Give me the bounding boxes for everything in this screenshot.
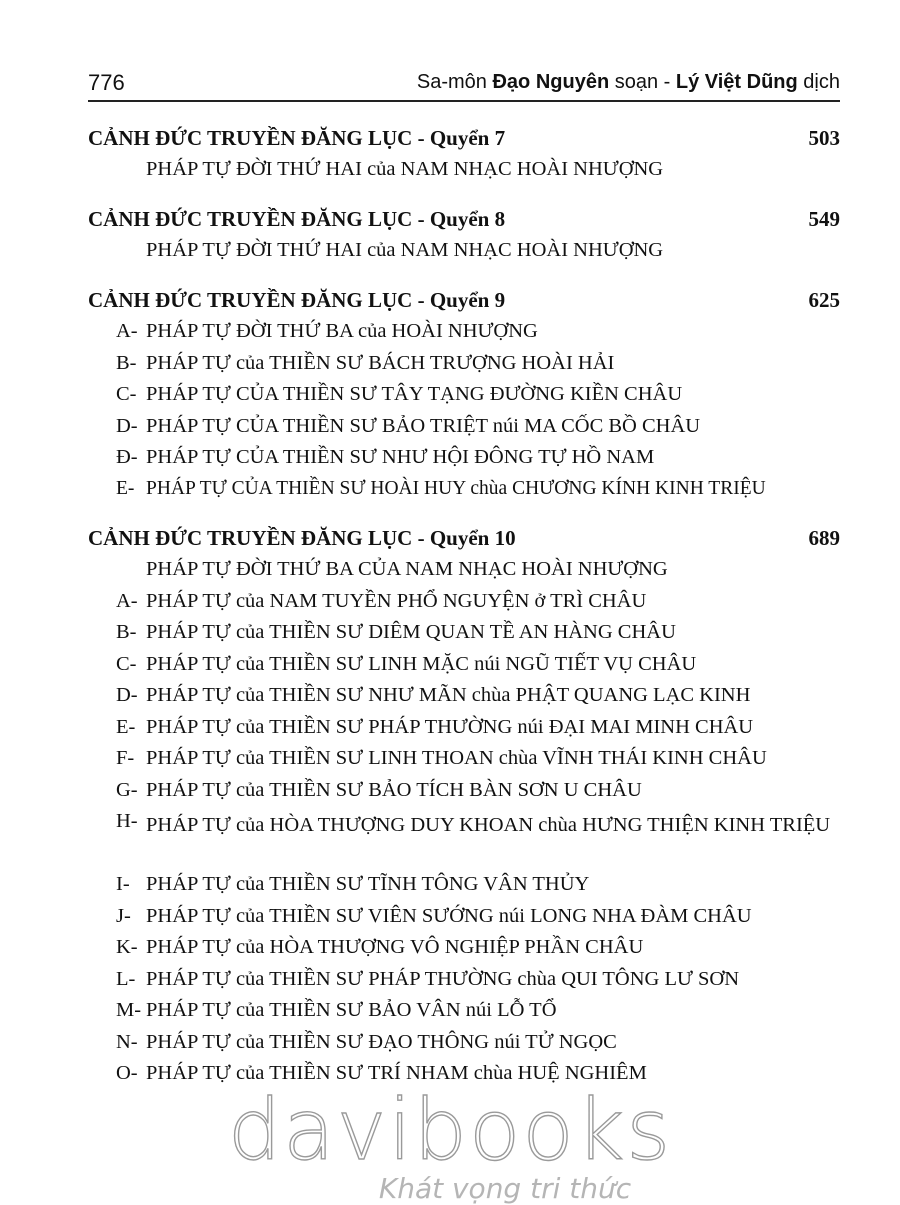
header-rule — [88, 100, 840, 102]
toc-entry[interactable] — [88, 320, 840, 352]
toc-entry[interactable] — [88, 810, 840, 873]
entry-text: PHÁP TỰ ĐỜI THỨ BA của HOÀI NHƯỢNG — [146, 320, 538, 342]
running-header — [88, 70, 840, 100]
entry-letter: M- — [116, 999, 142, 1021]
section-subtitle: PHÁP TỰ ĐỜI THỨ HAI của NAM NHẠC HOÀI NHƯỢNG — [146, 158, 664, 180]
entry-letter: C- — [116, 652, 137, 675]
entry-text: PHÁP TỰ của THIỀN SƯ TRÍ NHAM chùa HUỆ NGHIÊM — [146, 1062, 647, 1084]
toc-entry[interactable] — [88, 1031, 840, 1063]
author-prefix: Sa-môn — [416, 71, 493, 93]
translator-suffix: dịch — [797, 71, 840, 93]
section-page-number: 689 — [808, 526, 840, 550]
section-heading[interactable] — [88, 526, 840, 558]
translator-name: Lý Việt Dũng — [675, 71, 798, 93]
entry-letter: C- — [116, 383, 137, 405]
toc-section-quyen-9 — [88, 288, 840, 509]
section-subtitle: PHÁP TỰ ĐỜI THỨ HAI của NAM NHẠC HOÀI NHƯỢNG — [146, 239, 664, 261]
davibooks-watermark — [0, 1081, 900, 1205]
entry-letter: D- — [116, 684, 138, 706]
entry-letter: B- — [116, 351, 137, 374]
watermark-tagline: Khát vọng tri thức — [378, 1172, 632, 1205]
entry-letter: J- — [116, 904, 131, 927]
section-heading[interactable] — [88, 288, 840, 320]
entry-letter: L- — [116, 967, 136, 990]
toc-entry[interactable] — [88, 383, 840, 415]
entry-text: PHÁP TỰ của NAM TUYỀN PHỔ NGUYỆN ở TRÌ CHÂU — [146, 589, 647, 612]
toc-entry[interactable] — [88, 873, 840, 905]
entry-letter: O- — [116, 1062, 138, 1084]
entry-text: PHÁP TỰ của THIỀN SƯ BÁCH TRƯỢNG HOÀI HẢI — [146, 351, 615, 374]
entry-letter: E- — [116, 477, 135, 499]
toc-entry[interactable] — [88, 779, 840, 811]
toc-section-quyen-8 — [88, 207, 840, 271]
section-title: CẢNH ĐỨC TRUYỀN ĐĂNG LỤC - Quyển 10 — [88, 526, 516, 550]
author-name: Đạo Nguyên — [492, 71, 610, 93]
section-page-number: 549 — [808, 207, 840, 231]
toc-entry[interactable] — [88, 621, 840, 653]
entry-letter: I- — [116, 873, 130, 895]
entry-letter: A- — [116, 320, 138, 342]
entry-text: PHÁP TỰ CỦA THIỀN SƯ TÂY TẠNG ĐƯỜNG KIỀN CHÂU — [146, 383, 683, 405]
author-mid: soạn - — [609, 71, 676, 93]
toc-entry[interactable] — [88, 478, 840, 510]
toc-entry[interactable] — [88, 936, 840, 968]
entry-text: PHÁP TỰ của THIỀN SƯ DIÊM QUAN TỀ AN HÀNG CHÂU — [146, 621, 676, 643]
section-page-number: 625 — [808, 288, 840, 312]
entry-text: PHÁP TỰ của THIỀN SƯ LINH MẶC núi NGŨ TIẾT VỤ CHÂU — [146, 652, 697, 675]
entry-text: PHÁP TỰ của THIỀN SƯ VIÊN SƯỚNG núi LONG NHA ĐÀM CHÂU — [146, 904, 752, 927]
watermark-logo: davibooks — [227, 1081, 673, 1179]
entry-text: PHÁP TỰ của THIỀN SƯ PHÁP THƯỜNG núi ĐẠI MAI MINH CHÂU — [146, 715, 754, 738]
entry-text: PHÁP TỰ của THIỀN SƯ LINH THOAN chùa VĨNH THÁI KINH CHÂU — [146, 747, 767, 769]
toc-section-quyen-7 — [88, 126, 840, 190]
entry-letter: E- — [116, 715, 136, 738]
section-heading[interactable] — [88, 207, 840, 239]
toc-entry[interactable] — [88, 653, 840, 685]
entry-letter: D- — [116, 414, 138, 437]
section-title: CẢNH ĐỨC TRUYỀN ĐĂNG LỤC - Quyển 7 — [88, 126, 506, 150]
toc-entry[interactable] — [88, 684, 840, 716]
entry-text: PHÁP TỰ của HÒA THƯỢNG DUY KHOAN chùa HƯNG THIỆN KINH TRIỆU — [146, 814, 831, 836]
entry-letter: K- — [116, 936, 138, 958]
toc-entry[interactable] — [88, 905, 840, 937]
entry-text: PHÁP TỰ của THIỀN SƯ BẢO TÍCH BÀN SƠN U CHÂU — [146, 778, 642, 801]
entry-text: PHÁP TỰ CỦA THIỀN SƯ NHƯ HỘI ĐÔNG TỰ HỒ NAM — [146, 446, 655, 468]
entry-text: PHÁP TỰ CỦA THIỀN SƯ HOÀI HUY chùa CHƯƠNG KÍNH KINH TRIỆU — [146, 477, 766, 499]
entry-letter: H- — [116, 810, 138, 832]
toc-entry[interactable] — [88, 352, 840, 384]
toc-entry[interactable] — [88, 716, 840, 748]
section-subtitle: PHÁP TỰ ĐỜI THỨ BA CỦA NAM NHẠC HOÀI NHƯỢNG — [146, 558, 668, 580]
section-heading[interactable] — [88, 126, 840, 158]
entry-letter: B- — [116, 621, 137, 643]
toc-section-quyen-10 — [88, 526, 840, 1094]
entry-text: PHÁP TỰ của THIỀN SƯ NHƯ MÃN chùa PHẬT QUANG LẠC KINH — [146, 684, 751, 706]
toc-entry[interactable] — [88, 968, 840, 1000]
section-title: CẢNH ĐỨC TRUYỀN ĐĂNG LỤC - Quyển 8 — [88, 207, 506, 231]
toc-entry[interactable] — [88, 999, 840, 1031]
running-head — [417, 71, 840, 94]
entry-text: PHÁP TỰ của THIỀN SƯ BẢO VÂN núi LỖ TỔ — [146, 999, 557, 1021]
toc-entry[interactable] — [88, 590, 840, 622]
entry-text: PHÁP TỰ của THIỀN SƯ TĨNH TÔNG VÂN THỦY — [146, 873, 590, 895]
toc-entry[interactable] — [88, 446, 840, 478]
entry-letter: N- — [116, 1030, 138, 1053]
toc-entry[interactable] — [88, 415, 840, 447]
entry-letter: Đ- — [116, 446, 138, 468]
toc-entry[interactable] — [88, 747, 840, 779]
entry-letter: A- — [116, 589, 138, 612]
entry-letter: G- — [116, 778, 138, 801]
section-page-number: 503 — [808, 126, 840, 150]
entry-text: PHÁP TỰ của THIỀN SƯ ĐẠO THÔNG núi TỬ NGỌC — [146, 1030, 617, 1053]
entry-letter: F- — [116, 747, 135, 769]
entry-text: PHÁP TỰ của HÒA THƯỢNG VÔ NGHIỆP PHẦN CHÂU — [146, 936, 644, 958]
entry-text: PHÁP TỰ CỦA THIỀN SƯ BẢO TRIỆT núi MA CỐC BỒ CHÂU — [146, 414, 701, 437]
page-number: 776 — [88, 70, 125, 95]
entry-text: PHÁP TỰ của THIỀN SƯ PHÁP THƯỜNG chùa QUI TÔNG LƯ SƠN — [146, 967, 740, 990]
section-title: CẢNH ĐỨC TRUYỀN ĐĂNG LỤC - Quyển 9 — [88, 288, 506, 312]
